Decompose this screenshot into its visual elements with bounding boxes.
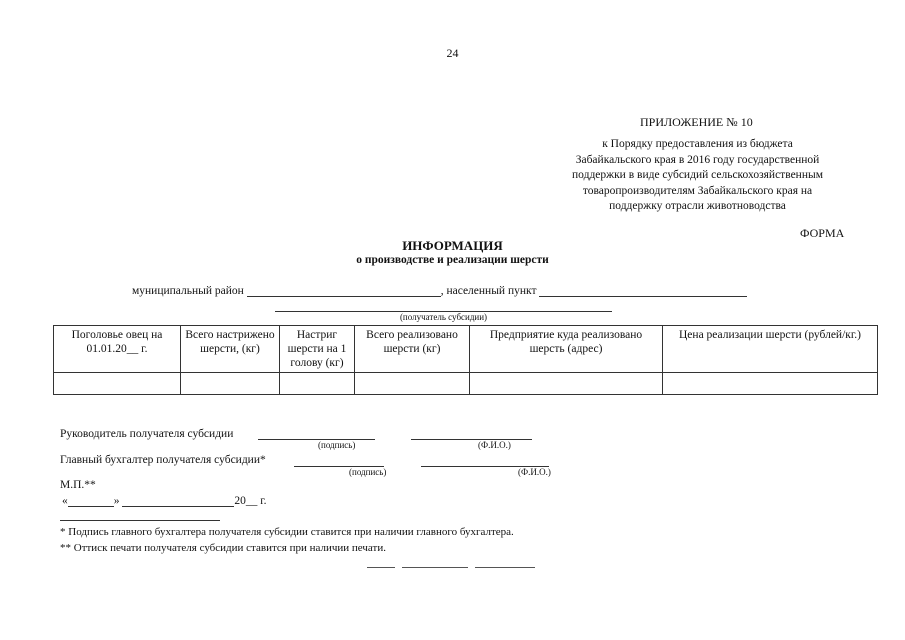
end-dash <box>367 567 395 568</box>
head-signature-label: Руководитель получателя субсидии <box>60 428 234 440</box>
date-day-field[interactable] <box>68 494 114 507</box>
name-caption: (Ф.И.О.) <box>518 467 551 477</box>
signature-caption: (подпись) <box>349 467 387 477</box>
appendix-title: ПРИЛОЖЕНИЕ № 10 <box>640 115 753 129</box>
district-label: муниципальный район <box>132 285 244 297</box>
accountant-signature-label: Главный бухгалтер получателя субсидии* <box>60 454 266 466</box>
header-price: Цена реализации шерсти (рублей/кг.) <box>663 326 878 373</box>
appendix-line: поддержки в виде субсидий сельскохозяйственным <box>572 169 823 181</box>
location-line <box>132 284 747 297</box>
header-sheep-count: Поголовье овец на 01.01.20__ г. <box>54 326 181 373</box>
footnote: * Подпись главного бухгалтера получателя субсидии ставится при наличии главного бухгалтера. <box>60 526 514 538</box>
document-title: ИНФОРМАЦИЯ <box>402 238 503 253</box>
receiver-caption: (получатель субсидии) <box>399 312 488 322</box>
date-year: 20__ г. <box>234 495 267 507</box>
locality-field[interactable] <box>539 284 747 297</box>
end-dash <box>475 567 535 568</box>
appendix-line: товаропроизводителям Забайкальского края на <box>582 184 813 197</box>
head-name-field[interactable] <box>411 439 532 440</box>
name-caption: (Ф.И.О.) <box>478 440 511 450</box>
footnote: ** Оттиск печати получателя субсидии ставится при наличии печати. <box>60 542 386 554</box>
table-header-row <box>54 326 878 373</box>
table-row <box>54 373 878 395</box>
header-buyer-enterprise: Предприятие куда реализовано шерсть (адрес) <box>470 326 663 373</box>
header-total-sheared: Всего настрижено шерсти, (кг) <box>181 326 280 373</box>
appendix-line: Забайкальского края в 2016 году государственной <box>575 153 820 166</box>
district-field[interactable] <box>247 284 441 297</box>
date-open-quote: « <box>62 495 68 507</box>
table-cell[interactable] <box>470 373 663 395</box>
locality-label: , населенный пункт <box>440 285 537 297</box>
appendix-line: поддержку отрасли животноводства <box>609 200 786 212</box>
date-month-field[interactable] <box>122 494 234 507</box>
form-label: ФОРМА <box>800 226 845 240</box>
table-cell[interactable] <box>280 373 355 395</box>
page-number: 24 <box>446 46 459 60</box>
table-cell[interactable] <box>54 373 181 395</box>
production-table <box>53 325 878 395</box>
appendix-line: к Порядку предоставления из бюджета <box>602 138 793 150</box>
footnote-separator <box>60 520 220 521</box>
stamp-label: М.П.** <box>60 479 96 491</box>
header-total-sold: Всего реализовано шерсти (кг) <box>355 326 470 373</box>
table-cell[interactable] <box>663 373 878 395</box>
table-cell[interactable] <box>355 373 470 395</box>
head-signature-field[interactable] <box>258 439 375 440</box>
header-yield-per-head: Настриг шерсти на 1 голову (кг) <box>280 326 355 373</box>
document-subtitle: о производстве и реализации шерсти <box>356 254 549 266</box>
date-line <box>62 494 267 507</box>
date-close-quote: » <box>113 495 120 507</box>
table-cell[interactable] <box>181 373 280 395</box>
signature-caption: (подпись) <box>318 440 356 450</box>
end-dash <box>402 567 468 568</box>
appendix-description <box>520 137 875 215</box>
